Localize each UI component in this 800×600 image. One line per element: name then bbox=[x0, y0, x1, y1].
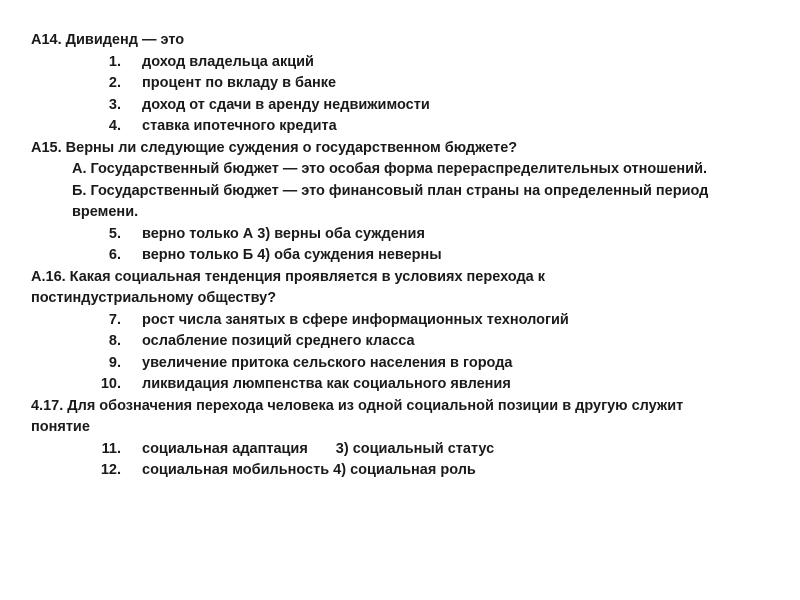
option-number: 10. bbox=[100, 376, 121, 392]
option-text: социальная мобильность bbox=[142, 462, 330, 478]
option-text: увеличение притока сельского населения в города bbox=[142, 354, 513, 371]
option-number: 3. bbox=[108, 96, 121, 113]
option-text: доход от сдачи в аренду недвижимости bbox=[142, 96, 430, 113]
option-1 bbox=[31, 52, 776, 74]
option-text: ликвидация люмпенства как социального явления bbox=[142, 376, 511, 392]
option-number: 5. bbox=[108, 225, 121, 242]
option-3 bbox=[31, 95, 776, 117]
option-text: ставка ипотечного кредита bbox=[142, 118, 337, 134]
option-5 bbox=[31, 224, 776, 246]
option-number: 7. bbox=[108, 311, 121, 328]
option-text: верно только А 3) верны оба суждения bbox=[142, 225, 425, 242]
option-12 bbox=[31, 460, 776, 482]
option-text: верно только Б 4) оба суждения неверны bbox=[142, 247, 442, 263]
option-number: 9. bbox=[108, 354, 121, 371]
option-11 bbox=[31, 439, 776, 461]
statement-b-continued: времени. bbox=[72, 204, 139, 220]
question-417-title-continued: понятие bbox=[31, 419, 90, 435]
option-text: ослабление позиций среднего класса bbox=[142, 333, 415, 349]
option-text: социальная адаптация bbox=[142, 440, 308, 457]
option-text-alt: 4) социальная роль bbox=[333, 462, 476, 478]
option-number: 1. bbox=[108, 53, 121, 70]
option-2 bbox=[31, 73, 776, 95]
question-a15-title: А15. Верны ли следующие суждения о государственном бюджете? bbox=[31, 139, 518, 156]
option-9 bbox=[31, 353, 776, 375]
option-number: 4. bbox=[108, 118, 121, 134]
option-number: 8. bbox=[108, 333, 121, 349]
option-6 bbox=[31, 245, 776, 267]
question-a14-title: А14. Дивиденд — это bbox=[31, 32, 185, 48]
option-10 bbox=[31, 374, 776, 396]
statement-a: А. Государственный бюджет — это особая форма перераспределительных отношений. bbox=[72, 161, 708, 177]
option-8 bbox=[31, 331, 776, 353]
option-text-alt: 3) социальный статус bbox=[335, 440, 495, 457]
option-number: 6. bbox=[108, 247, 121, 263]
statement-b: Б. Государственный бюджет — это финансовый план страны на определенный период bbox=[72, 182, 709, 199]
question-a16-title-continued: постиндустриальному обществу? bbox=[31, 290, 277, 306]
quiz-document bbox=[31, 30, 776, 482]
question-a16-title: А.16. Какая социальная тенденция проявляется в условиях перехода к bbox=[31, 268, 546, 285]
option-number: 11. bbox=[101, 440, 121, 457]
option-number: 12. bbox=[100, 462, 121, 478]
option-text: процент по вкладу в банке bbox=[142, 75, 337, 91]
option-number: 2. bbox=[108, 75, 121, 91]
option-text: доход владельца акций bbox=[142, 53, 314, 70]
option-7 bbox=[31, 310, 776, 332]
option-4 bbox=[31, 116, 776, 138]
question-417-title: 4.17. Для обозначения перехода человека из одной социальной позиции в другую служит bbox=[31, 397, 684, 414]
option-text: рост числа занятых в сфере информационных технологий bbox=[142, 311, 569, 328]
